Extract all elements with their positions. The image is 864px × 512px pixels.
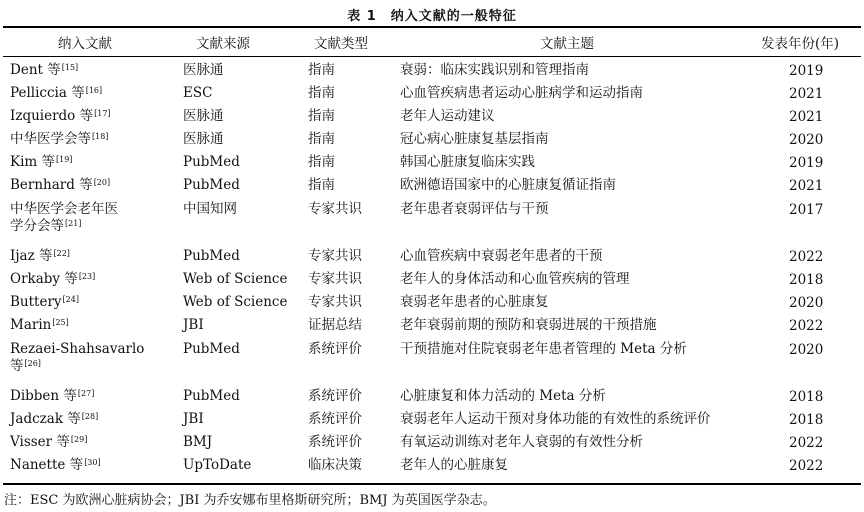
cell-year: 2021 <box>789 109 824 125</box>
cell-type: 专家共识 <box>308 201 362 217</box>
cell-literature <box>10 411 98 428</box>
header-year: 发表年份(年) <box>761 36 840 52</box>
literature-author: Bernhard 等 <box>10 177 93 193</box>
literature-author: Marin <box>10 317 52 333</box>
reference-number: [27] <box>77 389 95 398</box>
cell-type: 证据总结 <box>308 317 362 333</box>
cell-topic: 冠心病心脏康复基层指南 <box>400 131 549 147</box>
cell-literature <box>10 201 175 235</box>
reference-number: [16] <box>85 86 103 95</box>
header-type: 文献类型 <box>314 36 368 52</box>
reference-number: [17] <box>94 109 111 118</box>
cell-source: PubMed <box>183 248 240 264</box>
literature-author: Pelliccia 等 <box>10 85 85 101</box>
cell-source: PubMed <box>183 341 240 357</box>
cell-type: 指南 <box>308 131 335 147</box>
reference-number: [28] <box>81 412 99 421</box>
cell-literature <box>10 62 78 79</box>
cell-type: 系统评价 <box>308 341 362 357</box>
literature-author: Izquierdo 等 <box>10 108 94 124</box>
reference-number: [24] <box>62 295 79 304</box>
cell-type: 指南 <box>308 85 335 101</box>
cell-source: JBI <box>183 411 204 427</box>
cell-year: 2022 <box>789 249 824 265</box>
cell-literature <box>10 388 94 405</box>
cell-source: PubMed <box>183 388 240 404</box>
cell-year: 2021 <box>789 86 824 102</box>
literature-author: Dibben 等 <box>10 388 77 404</box>
cell-type: 指南 <box>308 154 335 170</box>
literature-author: Orkaby 等 <box>10 271 78 287</box>
cell-source: 医脉通 <box>183 108 224 124</box>
cell-literature <box>10 271 95 288</box>
cell-type: 系统评价 <box>308 434 362 450</box>
literature-author: Kim 等 <box>10 154 55 170</box>
cell-topic: 欧洲德语国家中的心脏康复循证指南 <box>400 177 616 193</box>
cell-year: 2020 <box>789 342 824 358</box>
cell-type: 系统评价 <box>308 388 362 404</box>
cell-topic: 衰弱：临床实践识别和管理指南 <box>400 62 589 78</box>
cell-topic: 老年人的心脏康复 <box>400 457 508 473</box>
cell-source: UpToDate <box>183 457 252 473</box>
reference-number: [19] <box>56 155 73 164</box>
cell-literature <box>10 154 72 171</box>
cell-type: 指南 <box>308 177 335 193</box>
cell-year: 2021 <box>789 178 824 194</box>
reference-number: [20] <box>93 178 111 187</box>
header-literature: 纳入文献 <box>58 36 112 52</box>
cell-year: 2018 <box>789 389 824 405</box>
cell-type: 临床决策 <box>308 457 362 473</box>
cell-literature <box>10 108 111 125</box>
cell-year: 2022 <box>789 435 824 451</box>
cell-type: 指南 <box>308 62 335 78</box>
reference-number: [15] <box>61 63 79 72</box>
literature-author: Buttery <box>10 294 62 310</box>
cell-topic: 衰弱老年人运动干预对身体功能的有效性的系统评价 <box>400 411 711 427</box>
cell-type: 专家共识 <box>308 294 362 310</box>
cell-literature <box>10 341 175 375</box>
bottom-rule <box>3 483 861 485</box>
cell-literature <box>10 317 69 334</box>
cell-year: 2017 <box>789 202 824 218</box>
literature-author-cont: 等 <box>10 358 24 374</box>
cell-year: 2022 <box>789 458 824 474</box>
header-topic: 文献主题 <box>540 36 594 52</box>
cell-topic: 老年人运动建议 <box>400 108 495 124</box>
cell-type: 指南 <box>308 108 335 124</box>
cell-year: 2019 <box>789 155 824 171</box>
cell-literature <box>10 85 102 102</box>
cell-type: 专家共识 <box>308 248 362 264</box>
reference-number: [25] <box>52 318 69 327</box>
literature-author-cont: 学分会等 <box>10 218 64 234</box>
cell-literature <box>10 248 70 265</box>
cell-type: 系统评价 <box>308 411 362 427</box>
cell-topic: 老年人的身体活动和心血管疾病的管理 <box>400 271 630 287</box>
literature-author: 中华医学会老年医 <box>10 201 118 217</box>
cell-topic: 有氧运动训练对老年人衰弱的有效性分析 <box>400 434 643 450</box>
cell-source: JBI <box>183 317 204 333</box>
cell-source: PubMed <box>183 177 240 193</box>
reference-number: [26] <box>24 359 41 368</box>
header-source: 文献来源 <box>196 36 250 52</box>
table-caption: 表 1 纳入文献的一般特征 <box>347 9 517 24</box>
cell-year: 2018 <box>789 412 824 428</box>
cell-topic: 韩国心脏康复临床实践 <box>400 154 535 170</box>
cell-source: Web of Science <box>183 294 288 310</box>
cell-source: 中国知网 <box>183 201 237 217</box>
cell-type: 专家共识 <box>308 271 362 287</box>
cell-literature <box>10 457 101 474</box>
cell-year: 2022 <box>789 318 824 334</box>
reference-number: [22] <box>53 249 70 258</box>
cell-topic: 老年患者衰弱评估与干预 <box>400 201 549 217</box>
cell-topic: 衰弱老年患者的心脏康复 <box>400 294 549 310</box>
literature-author: Nanette 等 <box>10 457 84 473</box>
cell-year: 2018 <box>789 272 824 288</box>
cell-source: PubMed <box>183 154 240 170</box>
cell-literature <box>10 294 79 311</box>
cell-literature <box>10 434 87 451</box>
reference-number: [18] <box>92 132 109 141</box>
cell-topic: 干预措施对住院衰弱老年患者管理的 Meta 分析 <box>400 341 687 357</box>
reference-number: [30] <box>84 458 101 467</box>
reference-number: [21] <box>65 219 82 228</box>
reference-number: [23] <box>78 272 96 281</box>
table-note: 注：ESC 为欧洲心脏病协会；JBI 为乔安娜布里格斯研究所；BMJ 为英国医学杂志。 <box>4 493 496 508</box>
literature-author: Jadczak 等 <box>10 411 81 427</box>
cell-topic: 心脏康复和体力活动的 Meta 分析 <box>400 388 606 404</box>
cell-literature <box>10 131 108 148</box>
cell-source: 医脉通 <box>183 62 224 78</box>
cell-year: 2019 <box>789 63 824 79</box>
literature-author: Dent 等 <box>10 62 61 78</box>
cell-source: Web of Science <box>183 271 288 287</box>
reference-number: [29] <box>70 435 88 444</box>
cell-topic: 心血管疾病中衰弱老年患者的干预 <box>400 248 603 264</box>
header-rule <box>3 56 861 57</box>
cell-literature <box>10 177 110 194</box>
cell-source: BMJ <box>183 434 213 450</box>
top-rule <box>3 26 861 28</box>
literature-author: Rezaei-Shahsavarlo <box>10 341 145 357</box>
literature-author: Ijaz 等 <box>10 248 53 264</box>
cell-source: 医脉通 <box>183 131 224 147</box>
cell-year: 2020 <box>789 295 824 311</box>
cell-topic: 老年衰弱前期的预防和衰弱进展的干预措施 <box>400 317 657 333</box>
literature-author: 中华医学会等 <box>10 131 91 147</box>
cell-topic: 心血管疾病患者运动心脏病学和运动指南 <box>400 85 643 101</box>
cell-source: ESC <box>183 85 213 101</box>
cell-year: 2020 <box>789 132 824 148</box>
literature-author: Visser 等 <box>10 434 70 450</box>
